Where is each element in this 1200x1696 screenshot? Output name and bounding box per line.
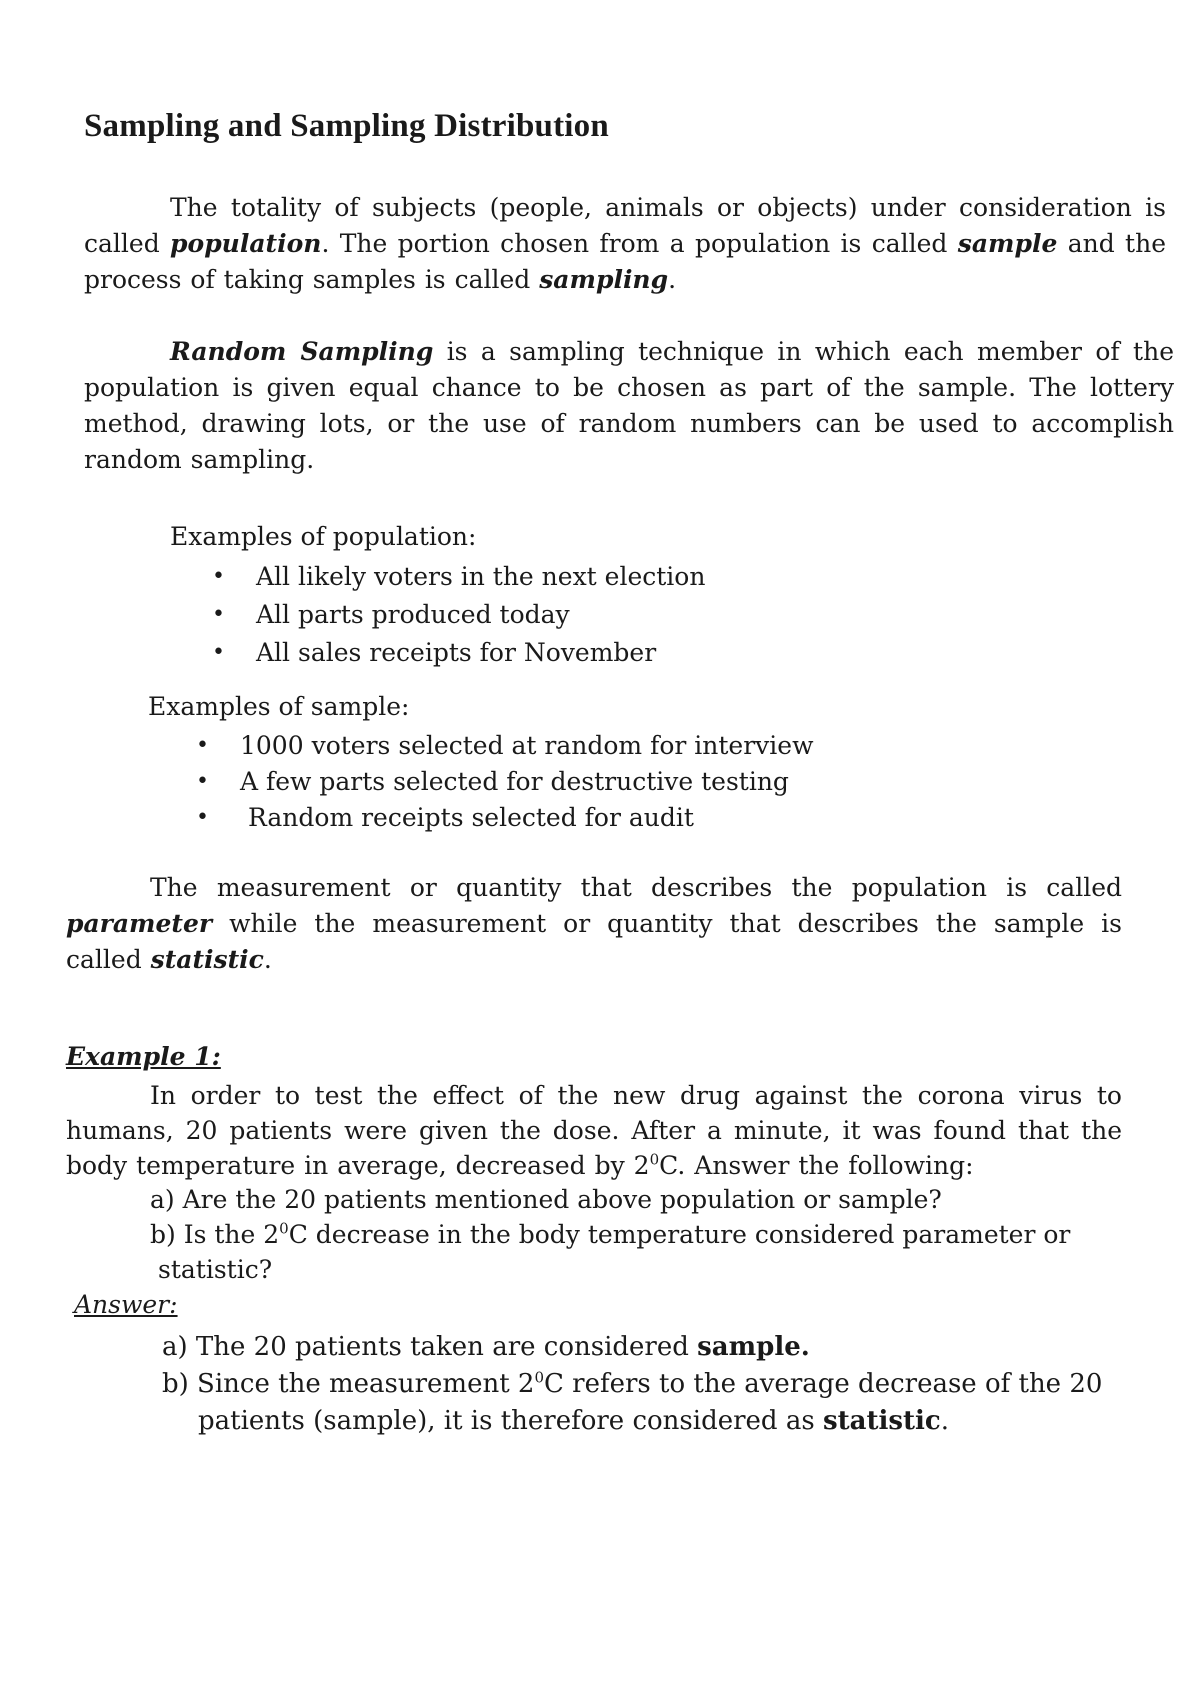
list-item-text: All sales receipts for November (256, 638, 657, 667)
bullet-icon: • (196, 805, 209, 830)
list-item (196, 800, 814, 836)
question-b-text-2: C decrease in the body temperature considered parameter or (288, 1220, 1071, 1249)
intro-text-3: and the process of taking samples is called (84, 229, 1166, 294)
answer-b-bold: statistic (822, 1406, 941, 1436)
parameter-text-1: The measurement or quantity that describes the population is called (150, 873, 1122, 902)
list-item-text: 1000 voters selected at random for interview (240, 731, 814, 760)
example-1-heading: Example 1: (66, 1042, 221, 1071)
question-b-text-1: b) Is the 2 (150, 1220, 280, 1249)
answer-b-continued (198, 1404, 949, 1439)
random-sampling-text: is a sampling technique in which each member of the population is given equal chance to be chosen as part of the sample. The lottery method, drawing lots, or the use of random numbers can be used to accomplish random sampling. (84, 337, 1174, 474)
bullet-icon: • (212, 640, 225, 665)
term-statistic: statistic (150, 945, 264, 974)
intro-text-1: The totality of subjects (people, animals or objects) under consideration is called (84, 193, 1166, 258)
list-item-text: All parts produced today (256, 600, 570, 629)
intro-text-4: . (668, 265, 677, 294)
answer-a-text: a) The 20 patients taken are considered (162, 1332, 698, 1362)
example-1-text-2: C. Answer the following: (659, 1151, 974, 1180)
bullet-icon: • (212, 602, 225, 627)
list-item (196, 728, 814, 764)
term-population: population (170, 229, 322, 258)
term-sample: sample (957, 229, 1058, 258)
intro-text-2: . The portion chosen from a population is called (321, 229, 958, 258)
answer-a-bold: sample. (697, 1332, 810, 1362)
population-examples-list (212, 558, 705, 672)
list-item-text: Random receipts selected for audit (248, 803, 694, 832)
bullet-icon: • (196, 769, 209, 794)
random-sampling-paragraph (84, 334, 1174, 478)
answer-heading: Answer: (74, 1290, 178, 1319)
answer-b-text-1: b) Since the measurement 2 (162, 1369, 535, 1399)
list-item (212, 558, 705, 596)
question-b (150, 1217, 1070, 1252)
degree-superscript: 0 (534, 1368, 545, 1387)
question-a: a) Are the 20 patients mentioned above population or sample? (150, 1185, 942, 1214)
bullet-icon: • (196, 733, 209, 758)
list-item (212, 596, 705, 634)
answer-b-end: . (940, 1406, 949, 1436)
sample-examples-list (196, 728, 814, 836)
parameter-text-2: while the measurement or quantity that describes the sample is called (66, 909, 1122, 974)
parameter-text-3: . (263, 945, 272, 974)
bullet-icon: • (212, 564, 225, 589)
list-item-text: All likely voters in the next election (256, 562, 706, 591)
answer-b-text-2: C refers to the average decrease of the 20 (544, 1369, 1103, 1399)
answer-b-text-3: patients (sample), it is therefore considered as (198, 1406, 823, 1436)
page-title: Sampling and Sampling Distribution (84, 108, 609, 144)
term-sampling: sampling (539, 265, 669, 294)
answer-b (162, 1367, 1102, 1402)
list-item (212, 634, 705, 672)
population-examples-heading: Examples of population: (170, 522, 477, 551)
sample-examples-heading: Examples of sample: (148, 692, 410, 721)
term-random-sampling: Random Sampling (170, 337, 434, 366)
term-parameter: parameter (66, 909, 213, 938)
degree-superscript: 0 (279, 1219, 289, 1238)
intro-paragraph (84, 190, 1166, 298)
example-1-text-1: In order to test the effect of the new drug against the corona virus to humans, 20 patients were given the dose. After a minute, it was found that the body temperature in average, decreased by 2 (66, 1081, 1122, 1180)
list-item (196, 764, 814, 800)
example-1-body (66, 1078, 1122, 1183)
answer-a (162, 1330, 810, 1365)
question-b-continued: statistic? (158, 1255, 273, 1284)
parameter-statistic-paragraph (66, 870, 1122, 978)
degree-superscript: 0 (649, 1150, 660, 1169)
list-item-text: A few parts selected for destructive testing (240, 767, 789, 796)
